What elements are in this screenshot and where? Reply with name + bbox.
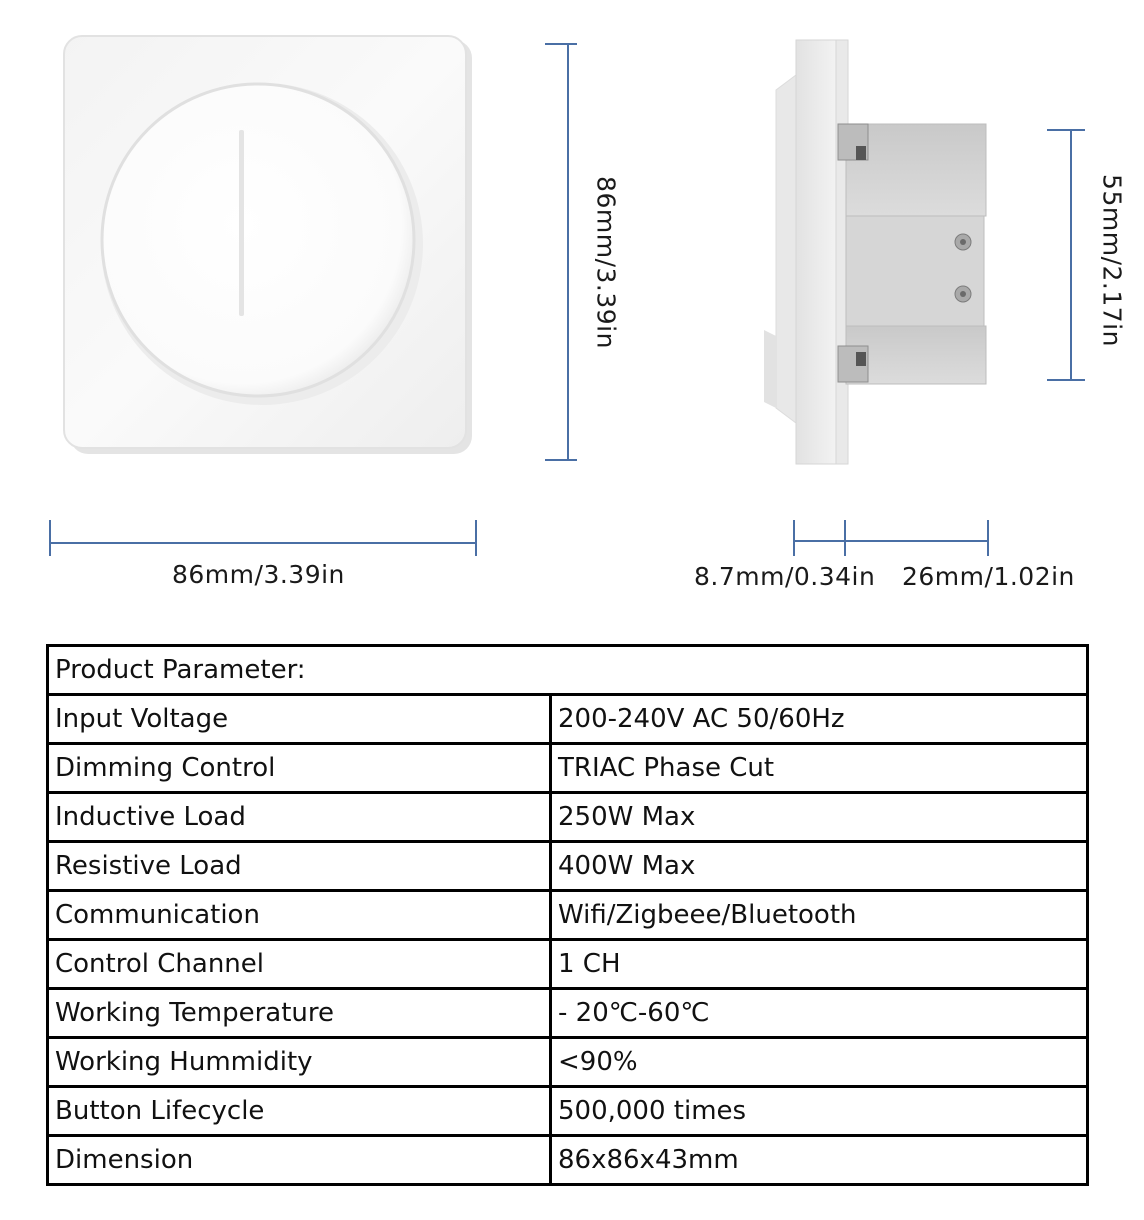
row-value: - 20℃-60℃	[551, 989, 1088, 1038]
row-label: Dimming Control	[48, 744, 551, 793]
table-row	[48, 744, 1088, 793]
table-row	[48, 989, 1088, 1038]
front-width-dimension-line	[50, 520, 476, 556]
row-label: Working Temperature	[48, 989, 551, 1038]
table-row	[48, 695, 1088, 744]
knob-indicator	[239, 130, 244, 316]
front-height-dimension-line	[545, 44, 577, 460]
row-value: 1 CH	[551, 940, 1088, 989]
side-depth-front-label: 8.7mm/0.34in	[694, 562, 876, 591]
table-row	[48, 940, 1088, 989]
row-label: Input Voltage	[48, 695, 551, 744]
side-height-label: 55mm/2.17in	[1097, 174, 1127, 347]
row-value: 86x86x43mm	[551, 1136, 1088, 1185]
row-value: 200-240V AC 50/60Hz	[551, 695, 1088, 744]
side-depth-dimension-line	[794, 520, 988, 556]
row-label: Communication	[48, 891, 551, 940]
row-value: 500,000 times	[551, 1087, 1088, 1136]
table-row	[48, 1038, 1088, 1087]
dimmer-knob	[102, 84, 414, 396]
table-title-row	[48, 646, 1088, 695]
row-value: Wifi/Zigbeee/Bluetooth	[551, 891, 1088, 940]
table-row	[48, 842, 1088, 891]
front-width-label: 86mm/3.39in	[172, 560, 345, 589]
row-value: 250W Max	[551, 793, 1088, 842]
row-value: 400W Max	[551, 842, 1088, 891]
row-label: Button Lifecycle	[48, 1087, 551, 1136]
table-row	[48, 793, 1088, 842]
row-value: TRIAC Phase Cut	[551, 744, 1088, 793]
row-label: Inductive Load	[48, 793, 551, 842]
row-label: Control Channel	[48, 940, 551, 989]
row-value: <90%	[551, 1038, 1088, 1087]
table-title: Product Parameter:	[48, 646, 1088, 695]
product-parameter-table	[46, 644, 1089, 1186]
table-row	[48, 1087, 1088, 1136]
row-label: Resistive Load	[48, 842, 551, 891]
row-label: Working Hummidity	[48, 1038, 551, 1087]
row-label: Dimension	[48, 1136, 551, 1185]
side-depth-back-label: 26mm/1.02in	[902, 562, 1075, 591]
side-height-dimension-line	[1047, 130, 1085, 380]
side-view-illustration	[764, 40, 986, 464]
table-row	[48, 891, 1088, 940]
table-row	[48, 1136, 1088, 1185]
front-height-label: 86mm/3.39in	[591, 176, 621, 349]
